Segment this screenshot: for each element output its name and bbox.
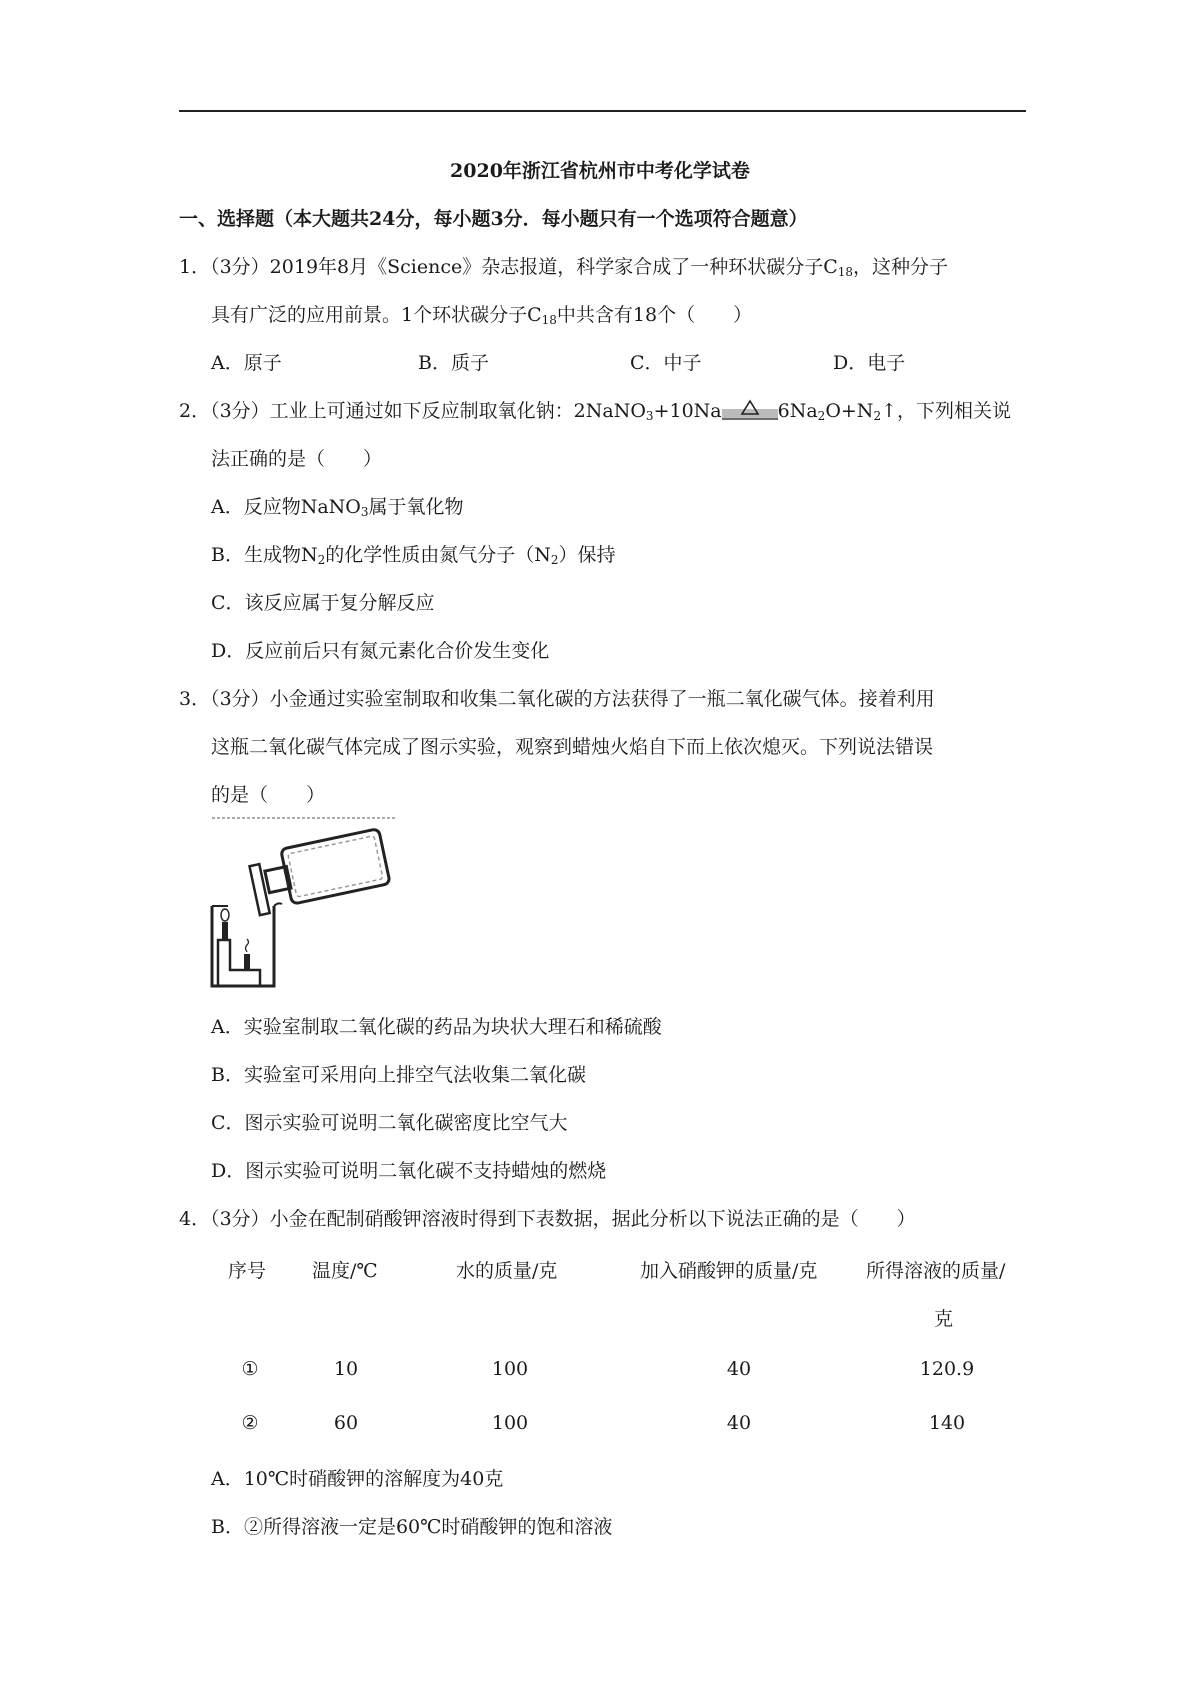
table-row-2-solution: 140 bbox=[928, 1412, 966, 1434]
section-heading: 一、选择题（本大题共24分，每小题3分．每小题只有一个选项符合题意） bbox=[179, 208, 808, 230]
heat-condition-icon bbox=[722, 399, 778, 421]
table-row-1-index: ① bbox=[241, 1358, 259, 1380]
table-header-solution-mass: 所得溶液的质量/ bbox=[866, 1260, 1006, 1282]
table-row-1-kno3: 40 bbox=[726, 1358, 752, 1380]
q4-option-a: A．10℃时硝酸钾的溶解度为40克 bbox=[211, 1468, 504, 1490]
q2-option-b: B．生成物$N_2$的化学性质由氮气分子$(N_2)$保持 bbox=[211, 544, 616, 567]
q2-option-a: A．反应物NaNO$_3$属于氧化物 bbox=[211, 496, 464, 519]
q1-option-c: C．中子 bbox=[630, 352, 702, 374]
table-row-1-water: 100 bbox=[491, 1358, 529, 1380]
q3-line2: 这瓶二氧化碳气体完成了图示实验，观察到蜡烛火焰自下而上依次熄灭。下列说法错误 bbox=[211, 736, 934, 758]
q2-line1: 2．（3分）工业上可通过如下反应制取氧化钠：2NaNO$_3$+10Na $6Na_2O+N_2↑$，下列相关说 bbox=[179, 400, 1011, 423]
table-header-solution-mass-unit: 克 bbox=[934, 1308, 954, 1330]
table-row-2-index: ② bbox=[241, 1412, 259, 1434]
q3-option-a: A．实验室制取二氧化碳的药品为块状大理石和稀硫酸 bbox=[211, 1016, 662, 1038]
q3-option-b: B．实验室可采用向上排空气法收集二氧化碳 bbox=[211, 1064, 586, 1086]
header-rule bbox=[179, 110, 1026, 112]
table-row-1-solution: 120.9 bbox=[919, 1358, 975, 1380]
table-header-water-mass: 水的质量/克 bbox=[456, 1260, 558, 1282]
q3-line1: 3．（3分）小金通过实验室制取和收集二氧化碳的方法获得了一瓶二氧化碳气体。接着利用 bbox=[179, 688, 935, 710]
table-header-index: 序号 bbox=[228, 1260, 267, 1282]
table-row-1-temperature: 10 bbox=[333, 1358, 359, 1380]
table-row-2-temperature: 60 bbox=[333, 1412, 359, 1434]
q4-option-b: B．②所得溶液一定是60℃时硝酸钾的饱和溶液 bbox=[211, 1516, 613, 1538]
q1-line2: 具有广泛的应用前景。1个环状碳分子$C_{18}$中共含有18个（ ） bbox=[211, 304, 753, 327]
q1-option-a: A．原子 bbox=[211, 352, 282, 374]
table-header-kno3-mass: 加入硝酸钾的质量/克 bbox=[640, 1260, 818, 1282]
q1-option-d: D．电子 bbox=[833, 352, 906, 374]
co2-candle-figure bbox=[208, 810, 398, 990]
q1-line1: 1．（3分）2019年8月《Science》杂志报道，科学家合成了一种环状碳分子$C_{18}$，这种分子 bbox=[179, 256, 949, 279]
table-header-temperature: 温度/℃ bbox=[312, 1260, 378, 1282]
q2-line2: 法正确的是（ ） bbox=[211, 448, 383, 470]
q2-option-c: C．该反应属于复分解反应 bbox=[211, 592, 435, 614]
page-title: 2020年浙江省杭州市中考化学试卷 bbox=[450, 160, 750, 182]
table-row-2-kno3: 40 bbox=[726, 1412, 752, 1434]
q3-option-c: C．图示实验可说明二氧化碳密度比空气大 bbox=[211, 1112, 568, 1134]
q4-line1: 4．（3分）小金在配制硝酸钾溶液时得到下表数据，据此分析以下说法正确的是（ ） bbox=[179, 1208, 916, 1230]
q2-option-d: D．反应前后只有氮元素化合价发生变化 bbox=[211, 640, 550, 662]
table-row-2-water: 100 bbox=[491, 1412, 529, 1434]
q3-option-d: D．图示实验可说明二氧化碳不支持蜡烛的燃烧 bbox=[211, 1160, 607, 1182]
q3-line3: 的是（ ） bbox=[211, 784, 326, 806]
q1-option-b: B．质子 bbox=[418, 352, 489, 374]
